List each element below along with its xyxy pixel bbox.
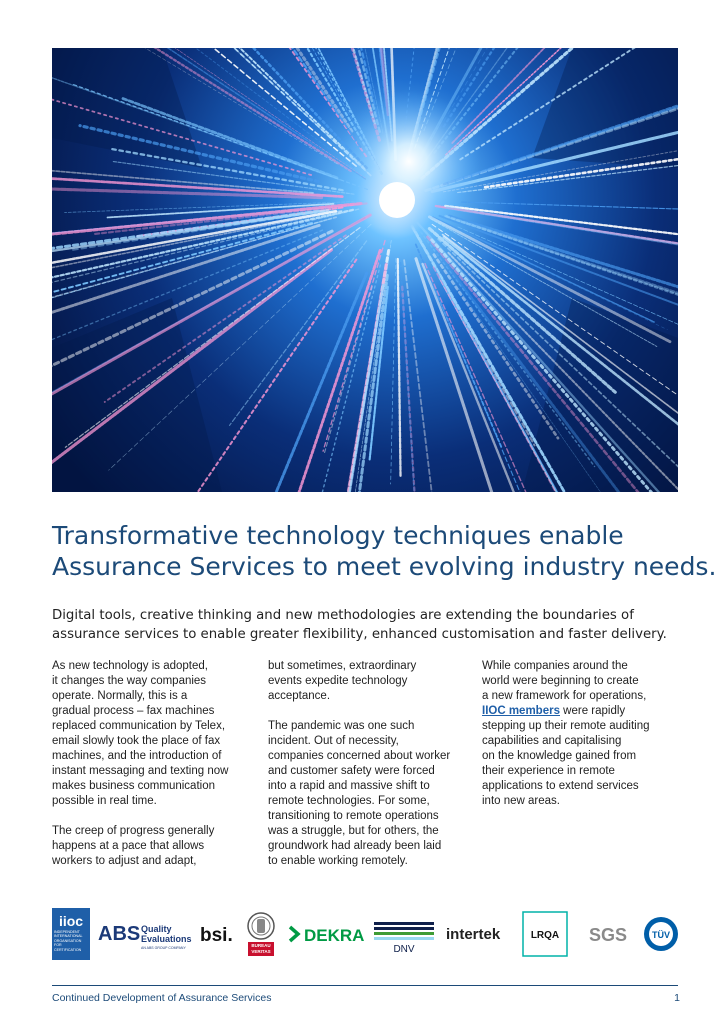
abs-wordmark: ABS [98, 923, 141, 945]
text-line: machines, and the introduction of [52, 750, 222, 762]
tuv-wordmark: TÜV [652, 930, 670, 940]
sgs-wordmark: SGS [588, 925, 628, 945]
text-line: it changes the way companies [52, 675, 207, 687]
member-logos [52, 906, 682, 962]
sgs-logo [586, 906, 630, 962]
page-number: 1 [674, 992, 680, 1004]
text-line: on the knowledge gained from [482, 750, 637, 762]
text-line: capabilities and capitalising [482, 735, 622, 747]
text-line: email slowly took the place of fax [52, 735, 221, 747]
text-line: replaced communication by Telex, [52, 720, 226, 732]
text-line: possible in real time. [52, 795, 157, 807]
paragraph [52, 824, 242, 869]
tuv-logo [642, 906, 680, 962]
text-line: gradual process – fax machines [52, 705, 215, 717]
text-line: instant messaging and texting now [52, 765, 229, 777]
text-line: a new framework for operations, [482, 690, 647, 702]
iioc-logo [52, 906, 90, 962]
text-line: remote technologies. For some, [268, 795, 430, 807]
dekra-logo [288, 906, 366, 962]
bsi-logo [200, 906, 234, 962]
hero-binary-light-streaks [52, 48, 678, 492]
text-line: but sometimes, extraordinary [268, 660, 417, 672]
footer-title: Continued Development of Assurance Services [52, 992, 272, 1004]
abs-quality-text: Quality [141, 924, 172, 934]
text-line: makes business communication [52, 780, 215, 792]
lrqa-wordmark: LRQA [530, 930, 560, 941]
text-line: The creep of progress generally [52, 825, 215, 837]
bureau-veritas-logo [245, 906, 277, 962]
text-line: operate. Normally, this is a [52, 690, 188, 702]
text-line: acceptance. [268, 690, 331, 702]
text-line: stepping up their remote auditing [482, 720, 650, 732]
intro-paragraph [52, 606, 692, 644]
building-silhouette [52, 298, 222, 492]
bsi-wordmark: bsi. [200, 925, 233, 946]
lede-line: Digital tools, creative thinking and new methodologies are extending the boundaries of [52, 608, 634, 623]
paragraph [268, 659, 458, 704]
abs-evaluations-text: Evaluations [141, 934, 192, 944]
text-line: companies concerned about worker [268, 750, 451, 762]
text-line: As new technology is adopted, [52, 660, 208, 672]
intertek-wordmark: intertek [446, 926, 501, 943]
text-line: groundwork had already been laid [268, 840, 442, 852]
abs-quality-evaluations-logo [98, 906, 194, 962]
text-line: workers to adjust and adapt, [52, 855, 197, 867]
text-line: The pandemic was one such [268, 720, 415, 732]
dnv-logo [374, 906, 434, 962]
text-line: world were beginning to create [482, 675, 639, 687]
text-line: to enable working remotely. [268, 855, 408, 867]
text-line: their experience in remote [482, 765, 615, 777]
text-line: While companies around the [482, 660, 628, 672]
building-silhouette [52, 48, 202, 168]
text-line: events expedite technology [268, 675, 408, 687]
iioc-members-link[interactable]: IIOC members [482, 705, 560, 717]
paragraph [482, 659, 672, 809]
bureau-veritas-text: BUREAU VERITAS [251, 943, 271, 954]
paragraph [268, 719, 458, 869]
dekra-wordmark: DEKRA [304, 926, 365, 945]
footer-divider [52, 985, 678, 986]
lrqa-logo [522, 906, 568, 962]
title-line: Assurance Services to meet evolving industry needs. [52, 552, 717, 581]
text-line: and customer safety were forced [268, 765, 435, 777]
text-line: into a rapid and massive shift to [268, 780, 430, 792]
abs-subtitle: AN ABS GROUP COMPANY [141, 946, 186, 950]
page-title [52, 520, 717, 582]
text-run: were rapidly [559, 705, 626, 717]
text-line: was a struggle, but for others, the [268, 825, 439, 837]
title-line: Transformative technology techniques enable [52, 521, 624, 550]
text-line [482, 704, 672, 719]
text-line: applications to extend services [482, 780, 639, 792]
text-line: happens at a pace that allows [52, 840, 205, 852]
text-column-3 [482, 659, 672, 824]
intertek-logo [446, 906, 514, 962]
iioc-subtitle: INDEPENDENT INTERNATIONAL ORGANISATION FOR CERTIFICATION [54, 930, 83, 952]
text-line: into new areas. [482, 795, 560, 807]
paragraph [52, 659, 242, 809]
text-line: transitioning to remote operations [268, 810, 439, 822]
text-column-2 [268, 659, 458, 884]
iioc-wordmark: iioc [58, 913, 84, 929]
text-line: incident. Out of necessity, [268, 735, 399, 747]
dnv-wordmark: DNV [393, 944, 415, 954]
hero-image [52, 48, 678, 492]
lede-line: assurance services to enable greater flexibility, enhanced customisation and faster delivery. [52, 627, 667, 642]
text-column-1 [52, 659, 242, 884]
